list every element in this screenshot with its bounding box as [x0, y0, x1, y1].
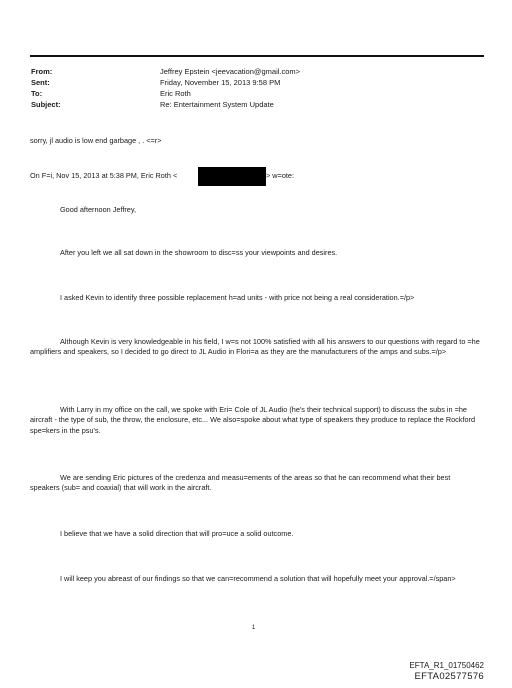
paragraph-5: We are sending Eric pictures of the credenza and measu=ements of the areas so that he can recommend what their best speakers (sub= and coaxial) that will work in the aircraft. — [30, 473, 451, 493]
greeting: Good afternoon Jeffrey, — [60, 205, 136, 214]
subject-label: Subject: — [31, 100, 61, 109]
redaction-block — [198, 167, 266, 186]
from-label: From: — [31, 67, 53, 76]
paragraph-4: With Larry in my office on the call, we spoke with Eri= Cole of JL Audio (he's their technical support) to discuss the subs in =he aircraft - the type of sub, the throw, the enclosure, etc... We also=spoke about what type of speakers they produce to replace the Rockford spe=kers in the psu's. — [30, 405, 476, 435]
header-divider — [30, 55, 484, 57]
quote-intro-end: > w=ote: — [266, 171, 294, 180]
to-label: To: — [31, 89, 43, 98]
paragraph-3: Although Kevin is very knowledgeable in his field, I w=s not 100% satisfied with all his answers to our questions with regard to =he amplifiers and speakers, so I decided to go direct to JL Audio in Flori=a as they are the manufacturers of the amps and subs.=/p> — [30, 337, 480, 357]
paragraph-7: I will keep you abreast of our findings so that we can=recommend a solution that will hopefully meet your approval.=/span> — [60, 574, 456, 583]
to-value: Eric Roth — [160, 89, 191, 98]
paragraph-1: After you left we all sat down in the showroom to disc=ss your viewpoints and desires. — [60, 248, 338, 257]
quote-intro-start: On F=i, Nov 15, 2013 at 5:38 PM, Eric Roth < — [30, 171, 178, 180]
from-value: Jeffrey Epstein <jeevacation@gmail.com> — [160, 67, 301, 76]
page-number: 1 — [252, 625, 256, 631]
reply-text: sorry, jl audio is low end garbage , . <=r> — [30, 136, 162, 145]
paragraph-2: I asked Kevin to identify three possible replacement h=ad units - with price not being a real consideration.=/p> — [60, 293, 415, 302]
bates-number-primary: EFTA_R1_01750462 — [409, 661, 484, 670]
paragraph-6: I believe that we have a solid direction that will pro=uce a solid outcome. — [60, 529, 294, 538]
sent-value: Friday, November 15, 2013 9:58 PM — [160, 78, 281, 87]
sent-label: Sent: — [31, 78, 50, 87]
subject-value: Re: Entertainment System Update — [160, 100, 274, 109]
bates-number-secondary: EFTA02577576 — [414, 671, 484, 682]
